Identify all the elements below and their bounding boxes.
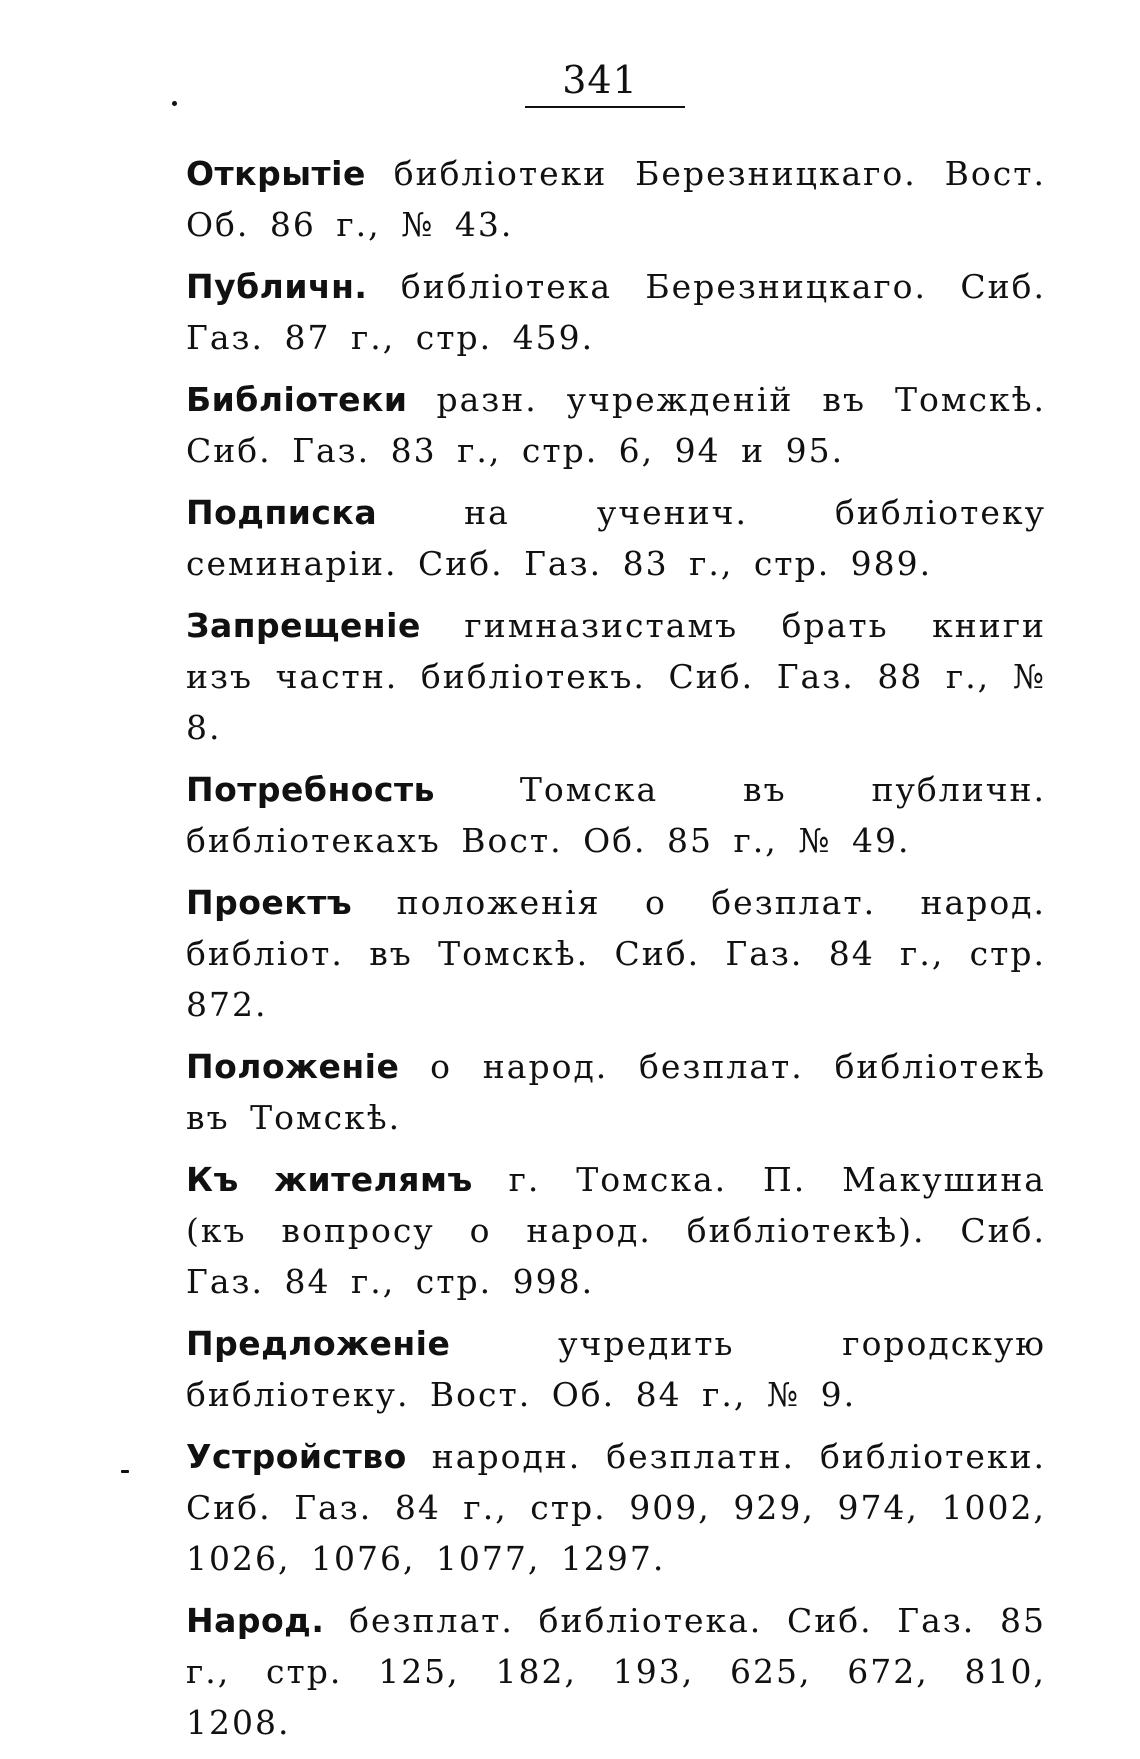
index-entry	[186, 487, 1046, 589]
index-entry	[186, 1431, 1046, 1584]
index-entry	[186, 1154, 1046, 1307]
page-number-rule	[525, 106, 685, 108]
entry-heading: Потребность	[186, 770, 435, 809]
entry-heading: Положеніе	[186, 1047, 400, 1086]
entry-text: народн. безплатн. библіотеки. Сиб. Газ. 84 г., стр. 909, 929, 974, 1002, 1026, 1076, 1077, 1297.	[186, 1437, 1046, 1578]
entry-text: библіотека Березницкаго. Сиб. Газ. 87 г., стр. 459.	[186, 267, 1047, 357]
entry-text: разн. учрежденій въ Томскѣ. Сиб. Газ. 83 г., стр. 6, 94 и 95.	[186, 380, 1046, 470]
index-entry	[186, 261, 1046, 363]
entry-text: о народ. безплат. библіотекѣ въ Томскѣ.	[186, 1047, 1046, 1137]
entry-text: положенія о безплат. народ. библіот. въ Томскѣ. Сиб. Газ. 84 г., стр. 872.	[186, 883, 1046, 1024]
index-entry	[186, 877, 1046, 1030]
index-entry	[186, 148, 1046, 250]
entry-heading: Публичн.	[186, 267, 368, 306]
entry-text: г. Томска. П. Макушина (къ вопросу о народ. библіотекѣ). Сиб. Газ. 84 г., стр. 998.	[186, 1160, 1046, 1301]
index-entry	[186, 600, 1046, 753]
entry-text: на ученич. библіотеку семинаріи. Сиб. Газ. 83 г., стр. 989.	[186, 493, 1046, 583]
entry-heading: Народ.	[186, 1601, 325, 1640]
index-entries	[186, 148, 1046, 1759]
index-entry	[186, 1595, 1046, 1748]
entry-heading: Подписка	[186, 493, 378, 532]
entry-heading: Библіотеки	[186, 380, 408, 419]
index-entry	[186, 1041, 1046, 1143]
print-speck	[121, 1470, 129, 1473]
entry-heading: Открытіе	[186, 154, 366, 193]
index-entry	[186, 764, 1046, 866]
entry-heading: Проектъ	[186, 883, 353, 922]
entry-heading: Предложеніе	[186, 1324, 451, 1363]
entry-text: безплат. библіотека. Сиб. Газ. 85 г., стр. 125, 182, 193, 625, 672, 810, 1208.	[186, 1601, 1046, 1742]
entry-text: библіотеки Березницкаго. Вост. Об. 86 г., № 43.	[186, 154, 1046, 244]
entry-heading: Запрещеніе	[186, 606, 421, 645]
index-entry	[186, 374, 1046, 476]
entry-heading: Устройство	[186, 1437, 407, 1476]
print-speck	[172, 101, 177, 106]
entry-text: учредить городскую библіотеку. Вост. Об. 84 г., № 9.	[186, 1324, 1046, 1414]
entry-text: гимназистамъ брать книги изъ частн. библіотекъ. Сиб. Газ. 88 г., № 8.	[186, 606, 1046, 747]
entry-heading: Къ жителямъ	[186, 1160, 473, 1199]
index-entry	[186, 1318, 1046, 1420]
page-number: 341	[562, 58, 638, 102]
entry-text: Томска въ публичн. библіотекахъ Вост. Об. 85 г., № 49.	[186, 770, 1046, 860]
